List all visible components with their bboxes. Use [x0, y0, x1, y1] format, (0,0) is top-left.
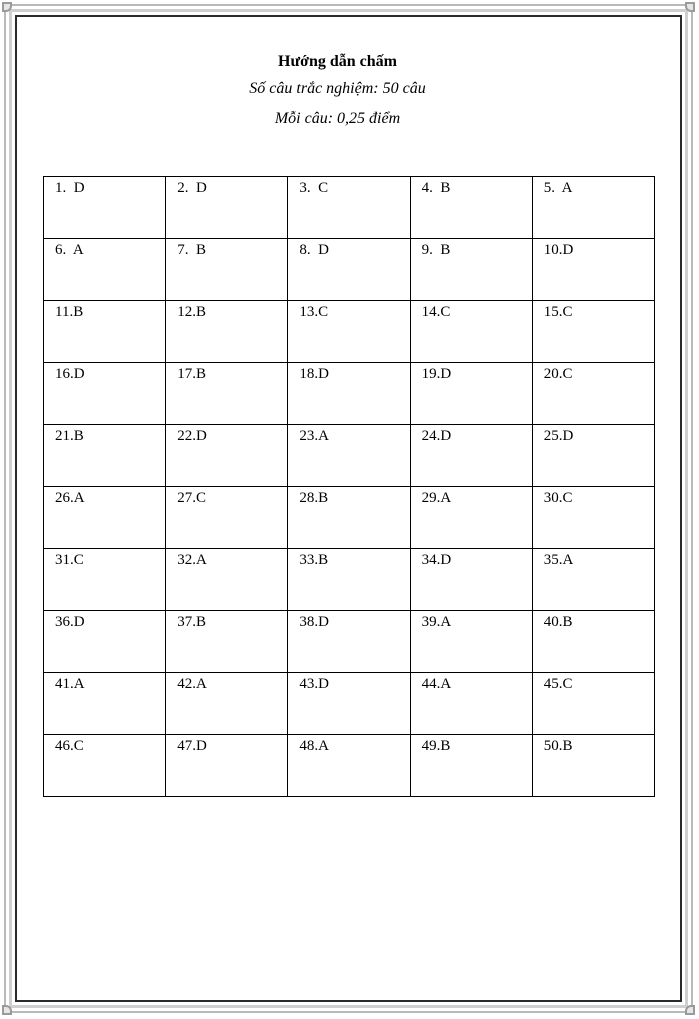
answer-cell: 18.D	[288, 363, 410, 425]
answer-row	[44, 239, 655, 301]
answer-cell: 49.B	[410, 735, 532, 797]
answer-cell: 26.A	[44, 487, 166, 549]
answer-row	[44, 487, 655, 549]
answer-cell: 19.D	[410, 363, 532, 425]
answer-cell: 32.A	[166, 549, 288, 611]
answer-cell: 29.A	[410, 487, 532, 549]
answer-row	[44, 425, 655, 487]
question-count-line: Số câu trắc nghiệm: 50 câu	[249, 80, 426, 97]
answer-cell: 5. A	[532, 177, 654, 239]
answer-cell: 43.D	[288, 673, 410, 735]
answer-row	[44, 177, 655, 239]
answer-cell: 23.A	[288, 425, 410, 487]
answer-cell: 36.D	[44, 611, 166, 673]
answer-cell: 20.C	[532, 363, 654, 425]
corner-ornament-top-right	[685, 2, 695, 12]
answer-cell: 25.D	[532, 425, 654, 487]
answer-cell: 13.C	[288, 301, 410, 363]
answer-cell: 27.C	[166, 487, 288, 549]
points-per-question-line: Mỗi câu: 0,25 điểm	[274, 110, 401, 127]
answer-cell: 11.B	[44, 301, 166, 363]
answer-row	[44, 611, 655, 673]
answer-cell: 35.A	[532, 549, 654, 611]
answer-cell: 21.B	[44, 425, 166, 487]
corner-ornament-bottom-left	[2, 1005, 12, 1015]
answer-row	[44, 673, 655, 735]
answer-cell: 10.D	[532, 239, 654, 301]
answer-cell: 9. B	[410, 239, 532, 301]
answer-cell: 48.A	[288, 735, 410, 797]
answer-row	[44, 735, 655, 797]
answer-cell: 2. D	[166, 177, 288, 239]
answer-cell: 1. D	[44, 177, 166, 239]
answer-cell: 47.D	[166, 735, 288, 797]
answer-row	[44, 549, 655, 611]
answer-cell: 12.B	[166, 301, 288, 363]
answer-cell: 30.C	[532, 487, 654, 549]
answer-cell: 46.C	[44, 735, 166, 797]
answer-cell: 37.B	[166, 611, 288, 673]
answer-cell: 7. B	[166, 239, 288, 301]
answer-row	[44, 363, 655, 425]
answer-cell: 40.B	[532, 611, 654, 673]
answer-cell: 17.B	[166, 363, 288, 425]
answer-cell: 28.B	[288, 487, 410, 549]
answer-cell: 50.B	[532, 735, 654, 797]
answer-cell: 22.D	[166, 425, 288, 487]
document-header	[0, 50, 675, 134]
answer-cell: 15.C	[532, 301, 654, 363]
answer-cell: 3. C	[288, 177, 410, 239]
answer-key-body	[44, 177, 655, 797]
answer-cell: 41.A	[44, 673, 166, 735]
answer-cell: 31.C	[44, 549, 166, 611]
answer-cell: 8. D	[288, 239, 410, 301]
answer-key-table	[43, 176, 655, 797]
answer-cell: 39.A	[410, 611, 532, 673]
answer-row	[44, 301, 655, 363]
answer-cell: 4. B	[410, 177, 532, 239]
corner-ornament-bottom-right	[685, 1005, 695, 1015]
answer-cell: 33.B	[288, 549, 410, 611]
answer-cell: 42.A	[166, 673, 288, 735]
answer-cell: 38.D	[288, 611, 410, 673]
answer-cell: 24.D	[410, 425, 532, 487]
answer-cell: 45.C	[532, 673, 654, 735]
answer-cell: 16.D	[44, 363, 166, 425]
answer-cell: 34.D	[410, 549, 532, 611]
answer-cell: 14.C	[410, 301, 532, 363]
document-title: Hướng dẫn chấm	[278, 53, 397, 70]
answer-cell: 44.A	[410, 673, 532, 735]
answer-cell: 6. A	[44, 239, 166, 301]
